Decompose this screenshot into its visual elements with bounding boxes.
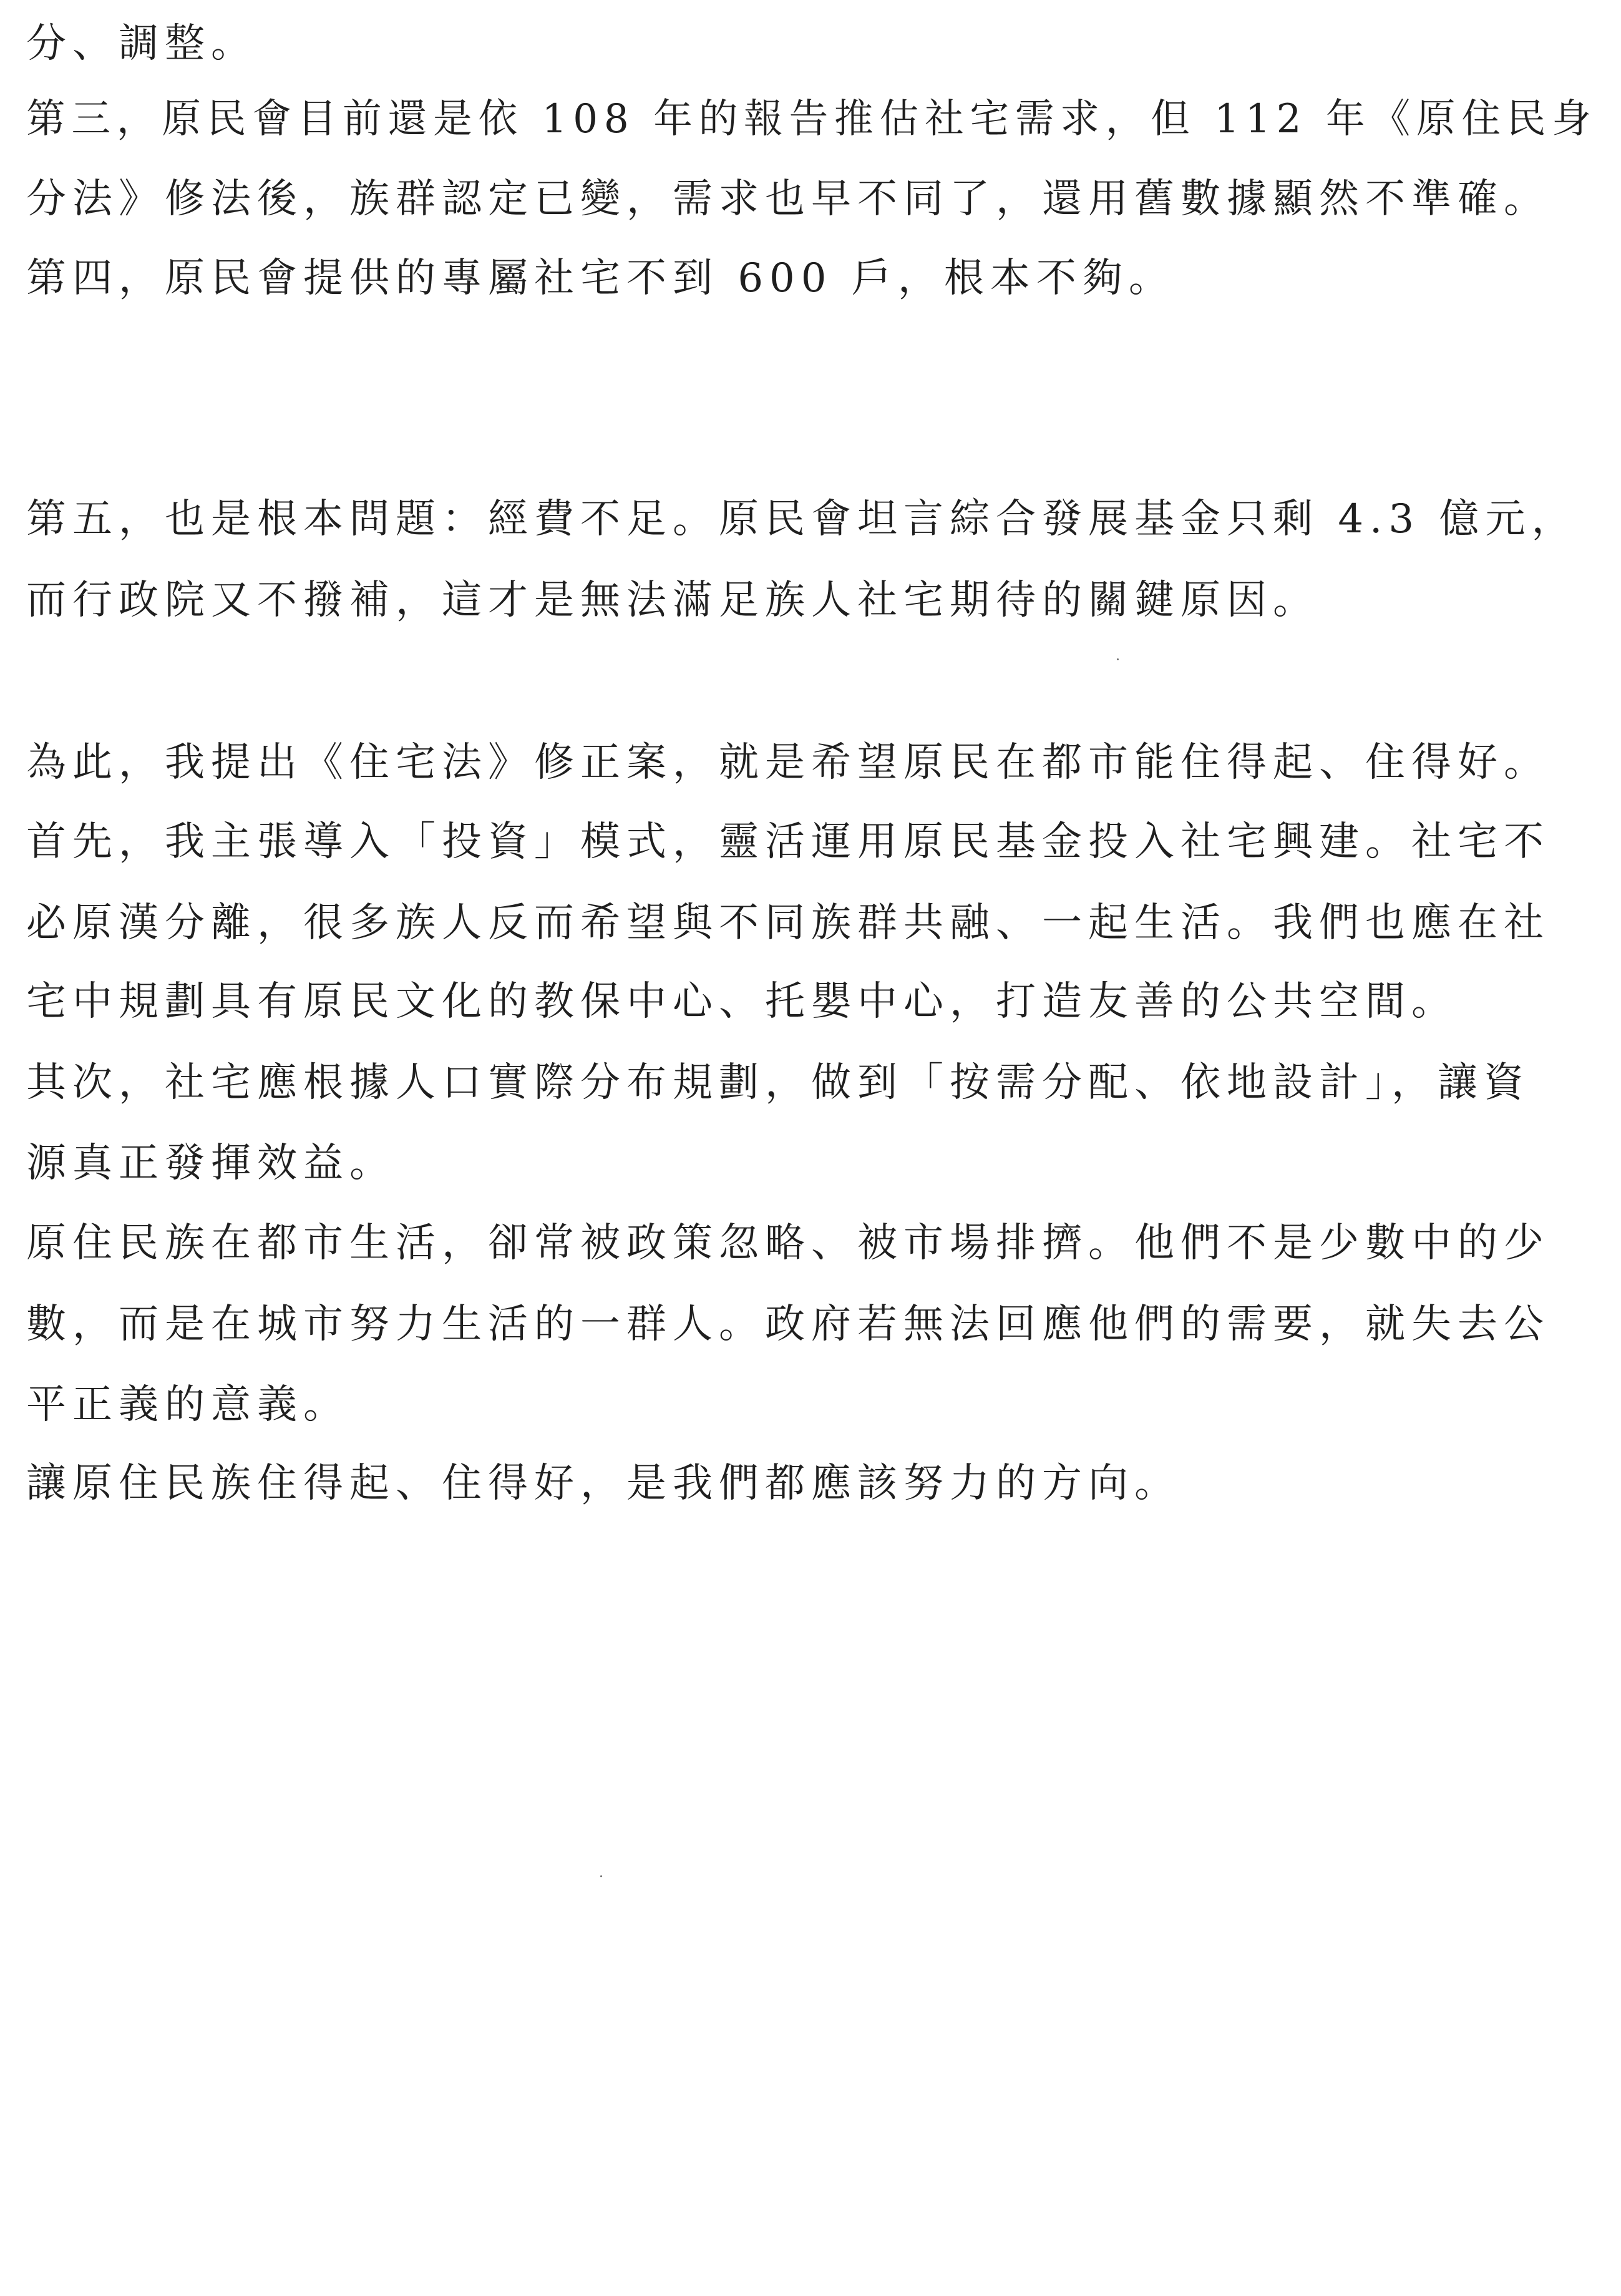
text-line: 分法》修法後，族群認定已變，需求也早不同了，還用舊數據顯然不準確。	[26, 176, 1550, 222]
scan-speck	[1117, 658, 1119, 660]
text-line: 數，而是在城市努力生活的一群人。政府若無法回應他們的需要，就失去公	[26, 1301, 1550, 1347]
text-line: 分、調整。	[26, 21, 257, 67]
text-line: 宅中規劃具有原民文化的教保中心、托嬰中心，打造友善的公共空間。	[26, 979, 1458, 1025]
text-line: 而行政院又不撥補，這才是無法滿足族人社宅期待的關鍵原因。	[26, 577, 1319, 623]
scan-speck	[600, 1875, 602, 1877]
text-line: 源真正發揮效益。	[26, 1140, 396, 1186]
text-line: 第四，原民會提供的專屬社宅不到 600 戶，根本不夠。	[26, 255, 1175, 301]
text-line: 第五，也是根本問題：經費不足。原民會坦言綜合發展基金只剩 4.3 億元，	[26, 496, 1578, 542]
text-line: 首先，我主張導入「投資」模式，靈活運用原民基金投入社宅興建。社宅不	[26, 819, 1550, 865]
text-line: 其次，社宅應根據人口實際分布規劃，做到「按需分配、依地設計」，讓資	[26, 1060, 1530, 1106]
text-line: 第三，原民會目前還是依 108 年的報告推估社宅需求，但 112 年《原住民身	[26, 96, 1597, 142]
text-line: 原住民族在都市生活，卻常被政策忽略、被市場排擠。他們不是少數中的少	[26, 1220, 1550, 1266]
text-line: 必原漢分離，很多族人反而希望與不同族群共融、一起生活。我們也應在社	[26, 900, 1550, 946]
text-line: 為此，我提出《住宅法》修正案，就是希望原民在都市能住得起、住得好。	[26, 740, 1550, 786]
text-line: 平正義的意義。	[26, 1382, 349, 1428]
text-line: 讓原住民族住得起、住得好，是我們都應該努力的方向。	[26, 1460, 1180, 1507]
